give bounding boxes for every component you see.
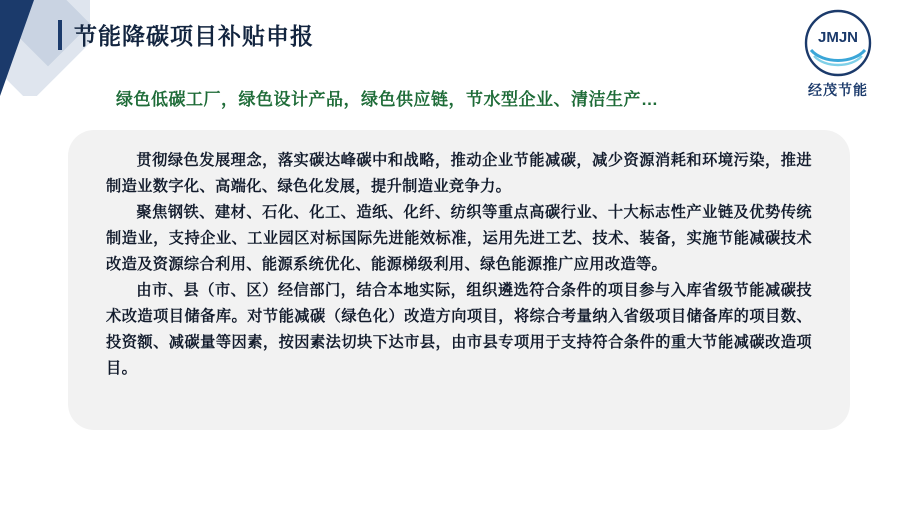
paragraph-3: 由市、县（市、区）经信部门，结合本地实际，组织遴选符合条件的项目参与入库省级节能减碳技术改造项目储备库。对节能减碳（绿色化）改造方向项目，将综合考量纳入省级项目储备库的项目数、投资额、减碳量等因素，按因素法切块下达市县，由市县专项用于支持符合条件的重大节能减碳改造项目。 [106,282,812,377]
title-accent-bar [58,20,62,50]
page-title: 节能降碳项目补贴申报 [74,23,314,49]
paragraph-2: 聚焦钢铁、建材、石化、化工、造纸、化纤、纺织等重点高碳行业、十大标志性产业链及优势传统制造业，支持企业、工业园区对标国际先进能效标准，运用先进工艺、技术、装备，实施节能减碳技术改造及资源综合利用、能源系统优化、能源梯级利用、绿色能源推广应用改造等。 [106,204,812,273]
slide-header [0,0,917,68]
logo-brand-text: 经茂节能 [808,82,868,98]
paragraph-1: 贯彻绿色发展理念，落实碳达峰碳中和战略，推动企业节能减碳，减少资源消耗和环境污染，推进制造业数字化、高端化、绿色化发展，提升制造业竞争力。 [106,152,812,195]
slide-subtitle: 绿色低碳工厂，绿色设计产品，绿色供应链，节水型企业、清洁生产… [116,90,659,109]
content-body [106,148,812,382]
content-card [68,130,850,430]
svg-text:JMJN: JMJN [817,29,859,46]
logo-mark-icon [803,8,873,78]
